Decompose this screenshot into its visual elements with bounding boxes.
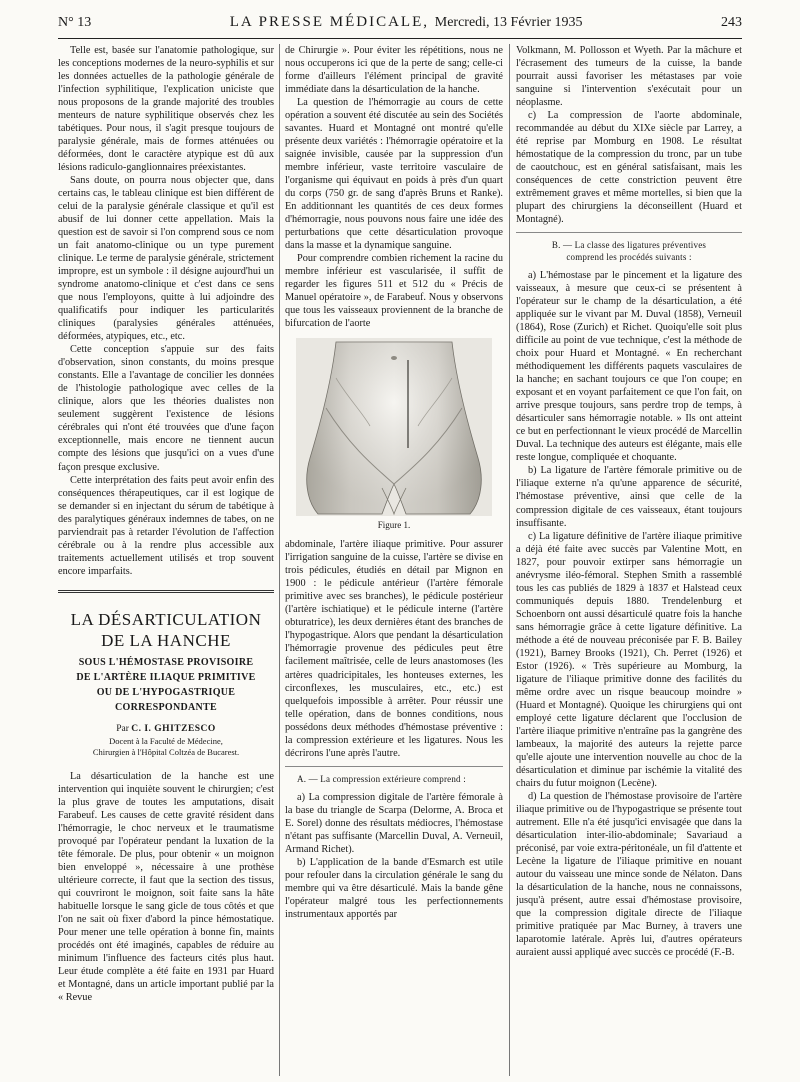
article-subtitle-3: OU DE L'HYPOGASTRIQUE [96, 686, 236, 698]
author-affiliation [58, 736, 274, 758]
paragraph: a) La compression digitale de l'artère fémorale à la base du triangle de Scarpa (Delorme, A. Broca et E. Sorel) donne des résultats médiocres, l'hémostase n'étant pas suffisante (Marcellin Duval, A. Verneuil, Armand Richet). [285, 791, 503, 855]
page-header [58, 14, 742, 39]
section-heading-b [516, 239, 742, 263]
section-rule [285, 766, 503, 767]
article-title: LA DÉSARTICULATION DE LA HANCHE [70, 609, 262, 650]
author-name: C. I. GHITZESCO [131, 723, 216, 734]
paragraph: a) L'hémostase par le pincement et la ligature des vaisseaux, à mesure que ceux-ci se présentent à l'opérateur sur le champ de la désarticulation, a été appliquée sur le vivant par M. Duval (1858), Verneuil (1864), Rose (Zurich) et Richet. Quoiqu'elle soit plus difficile au point de vue technique, c'est la méthode de choix pour Huard et Montagné. « En recherchant méthodiquement les différents paquets vasculaires de la hanche; en sachant toujours ce que l'on coupe; en exposant et en voyant parfaitement ce que l'on fait, on arrive presque toujours, sans perdre trop de temps, à désarticuler sans hémorragie notable. » Ils ont atteint ce but en perfectionnant le vieux procédé de Marcellin Duval. La technique des auteurs est élégante, mais elle reste longue, compliquée et choquante. [516, 270, 742, 464]
section-separator [58, 590, 274, 593]
section-heading-b-line-2: comprend les procédés suivants : [566, 252, 692, 263]
paragraph: Pour comprendre combien richement la racine du membre inférieur est vascularisée, il suffit de regarder les figures 511 et 512 du « Précis de Manuel opératoire », de Farabeuf. Nous y observons que tous les vaisseaux proviennent de la branche de bifurcation de l'aorte [285, 253, 503, 330]
issue-date: Mercredi, 13 Février 1935 [434, 15, 583, 30]
paragraph: c) La compression de l'aorte abdominale, recommandée au début du XIXe siècle par Larrey, a été reprise par Momburg en 1908. Le résultat hémostatique de la compression du tronc, par un tube de caoutchouc, est en général satisfaisant, mais les conséquences de cette constriction peuvent être extrêmement graves et même mortelles, si bien que la plupart des chirurgiens la déconseillent (Huard et Montagné). [516, 110, 742, 226]
article-author [58, 724, 274, 734]
section-heading-b-line-1: B. — La classe des ligatures préventives [551, 240, 707, 251]
section-heading-a: A. — La compression extérieure comprend : [297, 773, 466, 784]
section-rule [516, 232, 742, 233]
paragraph: Cette conception s'appuie sur des faits d'observation, sinon constants, du moins presque constants. Elle a l'avantage de concilier les données de l'histologie pathologique avec celles de la clinique, alors que les théories dualistes non seulement suggèrent l'existence de lésions cérébrales qui n'ont été trouvées que d'une façon exceptionnelle, mais encore ne tiennent aucun compte des lésions que jusqu'ici on a vues d'une façon presque exclusive. [58, 344, 274, 473]
paragraph: b) La ligature de l'artère fémorale primitive ou de l'iliaque externe n'a qu'une apparence de sécurité, l'hémostase préventive, ainsi que celle de la compression digitale de ces vaisseaux, étant toujours insuffisante. [516, 465, 742, 529]
figure-1 [285, 338, 503, 530]
column-3 [516, 44, 742, 1076]
affiliation-line-2: Chirurgien à l'Hôpital Coltzéa de Bucarest. [92, 746, 240, 757]
paragraph: Volkmann, M. Pollosson et Wyeth. Par la mâchure et l'écrasement des tumeurs de la cuisse, la bande pourrait aussi favoriser les métastases par voie sanguine si l'intervention s'exécutait pour un néoplasme. [516, 45, 742, 109]
column-divider [279, 44, 280, 1076]
column-2 [285, 44, 503, 1076]
journal-name: LA PRESSE MÉDICALE, [229, 14, 429, 30]
paragraph: d) La question de l'hémostase provisoire de l'artère iliaque primitive ou de l'hypogastrique se présente tout autrement. Elle n'a été jusqu'ici envisagée que dans la désarticulation inter-ilio-abdominale; Savariaud a préconisé, par voie extra-péritonéale, un fil d'attente et Lecène la ligature de l'iliaque primitive en nouant autour du vaisseau une mince sonde de Nélaton. Dans la désarticulation de la hanche, nous ne connaissons, jusqu'à présent, autre essai d'hémostase provisoire, que la compression digitale directe de l'iliaque primitive pratiquée par Mac Burney, à travers une laparotomie latérale. Après lui, d'autres opérateurs auraient aussi appliqué avec succès ce procédé (F.-B. [516, 790, 742, 959]
paragraph: Sans doute, on pourra nous objecter que, dans certains cas, le tableau clinique est bien différent de celui de la paralysie générale classique et qu'il est abusif de lui donner cette appellation. Mais la question est de savoir si l'on comprend sous ce nom un fait anatomo-clinique ou un type purement clinique. Le terme de paralysie générale, strictement impropre, est un symbole : il désigne aujourd'hui un syndrome anatomo-clinique et c'est dans ce sens que nous l'employons, quitte à lui adjoindre des qualificatifs pour indiquer les particularités cliniques (paralysies générales atténuées, déformées, atypiques, etc., etc. [58, 175, 274, 343]
author-prefix: Par [116, 723, 129, 734]
affiliation-line-1: Docent à la Faculté de Médecine, [109, 735, 223, 746]
article-title-block [58, 590, 274, 758]
paragraph: La question de l'hémorragie au cours de cette opération a souvent été discutée au sein des Sociétés savantes. Huard et Montagné ont montré qu'elle présente deux variétés : l'hémorragie opératoire et la saignée invisible, causée par la suppression d'un membre inférieur, vaste territoire vasculaire de l'organisme qui équivaut en poids à près d'un quart du corps (750 gr. de sang d'après Bruns et Ranke). En additionnant les quantités de ces deux formes d'hémorragie, nous pouvons nous faire une idée des perturbations que cette désarticulation provoque dans la masse et la dynamique sanguine. [285, 97, 503, 252]
article-subtitle-2: DE L'ARTÈRE ILIAQUE PRIMITIVE [76, 671, 256, 683]
paragraph: La désarticulation de la hanche est une intervention qui inquiète souvent le chirurgien; c'est la plus grave de toutes les amputations, disait Farabeuf. Les causes de cette gravité résident dans l'hémorragie, le choc nerveux et le traumatisme provoqué par l'opérateur pendant la luxation de la tête fémorale. De plus, pour obtenir « un moignon bien enveloppé », nécessaire à une prothèse ultérieure correcte, il faut que la section des tissus, qui couvriront le moignon, soit faite sans la hâte habituelle lorsque le sang gicle de tous côtés et que l'on ne sait où fixer d'abord la pince hémostatique. Pour mener une telle opération à bonne fin, maints procédés ont été imaginés, capables de réduire au minimum l'influence des facteurs cités plus haut. Leur étude complète a été faite en 1931 par Huard et Montagné, dans un article important publié par la « Revue [58, 770, 274, 1003]
column-1 [58, 44, 274, 1076]
issue-number: N° 13 [58, 15, 92, 30]
paragraph: b) L'application de la bande d'Esmarch est utile pour refouler dans la circulation générale le sang du membre qui va être désarticulé. Mais la bande gêne l'opérateur malgré tous les perfectionnements instrumentaux apportés par [285, 856, 503, 920]
paragraph: de Chirurgie ». Pour éviter les répétitions, nous ne nous occuperons ici que de la perte de sang; celle-ci forme d'ailleurs l'élément principal de gravité immédiate dans la désarticulation de la hanche. [285, 45, 503, 96]
paragraph: c) La ligature définitive de l'artère iliaque primitive a déjà été faite avec succès par Valentine Mott, en 1827, pour pouvoir extirper sans hémorragie un anévrysme iléo-fémoral. Stephen Smith a rassemblé tous les cas publiés de 1829 à 1837 et Halstead ceux communiqués depuis 1880. Trendelenburg et Schoenborn ont aussi désarticulé quatre fois la hanche sans hémorragie grâce à cette ligature définitive. La méthode a été de nouveau préconisée par F. B. Bailey (1921), Barney Brooks (1921), Ch. Perret (1926) et Estor (1926). « Très supérieure au Momburg, la ligature de l'iliaque primitive donne des facilités du même ordre avec un risque beaucoup moindre » (Huard et Montagné). Quoique les chirurgiens qui ont employé cette ligature déclarent que l'occlusion de l'artère iliaque primitive n'entraîne pas la gangrène des lambeaux, la majorité des auteurs la rejette parce qu'elle ajoute une intervention nouvelle au choc de la désarticulation et diminue par ischémie la vitalité des chairs du futur moignon (Lecène). [516, 530, 742, 789]
paragraph: Cette interprétation des faits peut avoir enfin des conséquences thérapeutiques, car il est logique de se demander si en injectant du sérum de tabétique à des paralytiques généraux indemnes de tabes, on ne parviendrait pas à retarder l'évolution de l'affection cérébrale ou à la rendre plus accessible aux traitements actuellement utilisés et trop souvent encore imparfaits. [58, 474, 274, 577]
figure-caption: Figure 1. [377, 520, 411, 531]
anatomical-illustration [296, 338, 492, 516]
paragraph: abdominale, l'artère iliaque primitive. Pour assurer l'irrigation sanguine de la cuisse, l'artère se divise en trois pédicules, étudiés en détail par Mignon en 1900 : le pédicule antérieur (l'artère fémorale primitive avec ses branches), le pédicule postérieur (l'artère ischiatique) et le pédicule interne (l'artère obturatrice), les deux dernières étant des branches de l'hypogastrique. Alors que pendant la désarticulation l'hémorragie provenue des pédicules peut être facilement maîtrisée, celle de leurs anastomoses (les artères quadricipitales, les honteuses externes, les circonflexes, les musculaires, etc., etc.) est quelquefois impossible à arrêter. Pour réussir une telle opération, dans de bonnes conditions, nous possédons deux méthodes d'hémostase préventive : la compression extérieure et les ligatures. Nous les décrirons l'une après l'autre. [285, 539, 503, 759]
journal-title [230, 14, 583, 31]
column-divider [509, 44, 510, 1076]
paragraph: Telle est, basée sur l'anatomie pathologique, sur les conceptions modernes de la neuro-syphilis et sur les données actuelles de la pathologie générale de l'infection syphilitique, l'explication uniciste que nous proposons de la grande majorité des troubles menteurs de nature syphilitique observés chez les tabétiques. Pour nous, il s'agit presque toujours de paralysie générale, mais de formes atténuées ou déformées, dont le caractère atypique est dû aux lésions radiculo-ganglionnaires préexistantes. [58, 45, 274, 174]
article-subtitle-1: SOUS L'HÉMOSTASE PROVISOIRE [78, 656, 254, 668]
article-subtitle-4: CORRESPONDANTE [115, 701, 217, 713]
page-number: 243 [721, 15, 742, 30]
